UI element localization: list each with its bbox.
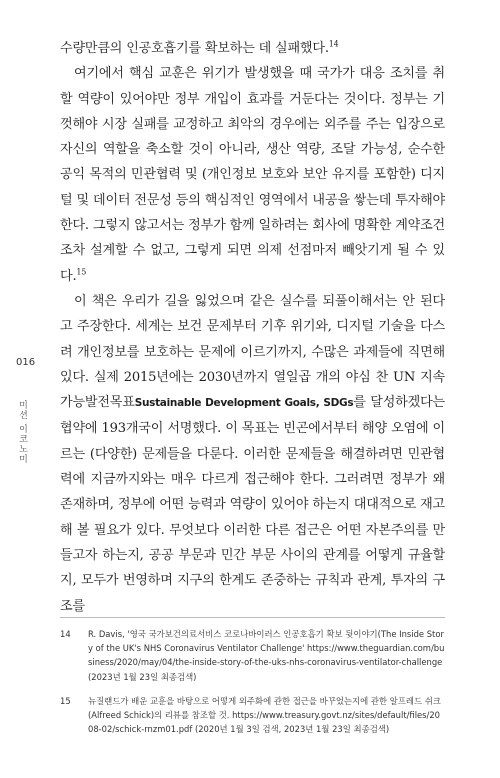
- footnote-number: 14: [60, 629, 71, 639]
- footnote-number: 15: [60, 695, 71, 706]
- english-term: Sustainable Development Goals, SDGs: [134, 397, 354, 410]
- paragraph-1: [60, 36, 445, 61]
- footnote-text: R. Davis, '영국 국가보건의료서비스 코로나바이러스 인공호흡기 확보 뒷이야기(The Inside Story of the UK's NHS Coronavirus Ventilator Challenge' https://www.theguardian.com/business/2020/may/04/the-inside-story-of-the-uks-nhs-coronavirus-ventilator-challenge (2023년 1월 23일 최종검색): [88, 629, 445, 682]
- paragraph-2: [60, 61, 445, 289]
- paragraph-3: [60, 289, 445, 619]
- paragraph-1-text: 수량만큼의 인공호흡기를 확보하는 데 실패했다.: [60, 41, 329, 56]
- paragraph-3-text-after: 를 달성하겠다는 협약에 193개국이 서명했다. 이 목표는 빈곤에서부터 해양 오염에 이르는 (다양한) 문제들을 다룬다. 이러한 문제들을 해결하려면 민관협력에 지금까지와는 매우 다르게 접근해야 한다. 그러려면 정부가 왜 존재하며, 정부에 어떤 능력과 역량이 있어야 하는지 대대적으로 재고해 볼 필요가 있다. 무엇보다 이러한 다른 접근은 어떤 자본주의를 만들고자 하는지, 공공 부문과 민간 부문 사이의 관계를 어떻게 규율할지, 모두가 번영하며 지구의 한계도 존중하는 규칙과 관계, 투자의 구조를: [60, 395, 445, 614]
- footnote-ref-15[interactable]: 15: [76, 267, 87, 277]
- footnote-divider: [60, 617, 445, 618]
- footnotes: [60, 627, 445, 746]
- footnote-text: 뉴질랜드가 배운 교훈을 바탕으로 어떻게 외주화에 관한 접근을 바꾸었는지에 관한 알프레드 쉬크(Alfreed Schick)의 리뷰를 참조할 것. https://www.treasury.govt.nz/sites/default/files/2008-02/schick-rnzm01.pdf (2020년 1월 3일 검색, 2023년 1월 23일 최종검색): [88, 695, 441, 735]
- footnote-14: [60, 627, 445, 684]
- page-number: 016: [16, 357, 36, 368]
- footnote-15: [60, 694, 445, 737]
- footnote-ref-14[interactable]: 14: [328, 39, 339, 49]
- body-text: [60, 36, 445, 619]
- paragraph-3-text-before: 이 책은 우리가 길을 잃었으며 같은 실수를 되풀이해서는 안 된다고 주장한다. 세계는 보건 문제부터 기후 위기와, 디지털 기술을 다스려 개인정보를 보호하는 문제에 이르기까지, 수많은 과제들에 직면해 있다. 실제 2015년에는 2030년까지 열일곱 개의 야심 찬 UN 지속가능발전목표: [60, 293, 445, 411]
- paragraph-2-text: 여기에서 핵심 교훈은 위기가 발생했을 때 국가가 대응 조치를 취할 역량이 있어야만 정부 개입이 효과를 거둔다는 것이다. 정부는 기껏해야 시장 실패를 교정하고 최악의 경우에는 외주를 주는 입장으로 자신의 역할을 축소할 것이 아니라, 생산 역량, 조달 가능성, 순수한 공익 목적의 민관협력 및 (개인정보 보호와 보안 유지를 포함한) 디지털 및 데이터 전문성 등의 핵심적인 영역에서 내공을 쌓는데 투자해야 한다. 그렇지 않고서는 정부가 함께 일하려는 회사에 명확한 계약조건조차 설계할 수 없고, 그렇게 되면 의제 선점마저 빼앗기게 될 수 있다.: [60, 66, 445, 284]
- running-title: 미션 이코노미: [17, 400, 27, 464]
